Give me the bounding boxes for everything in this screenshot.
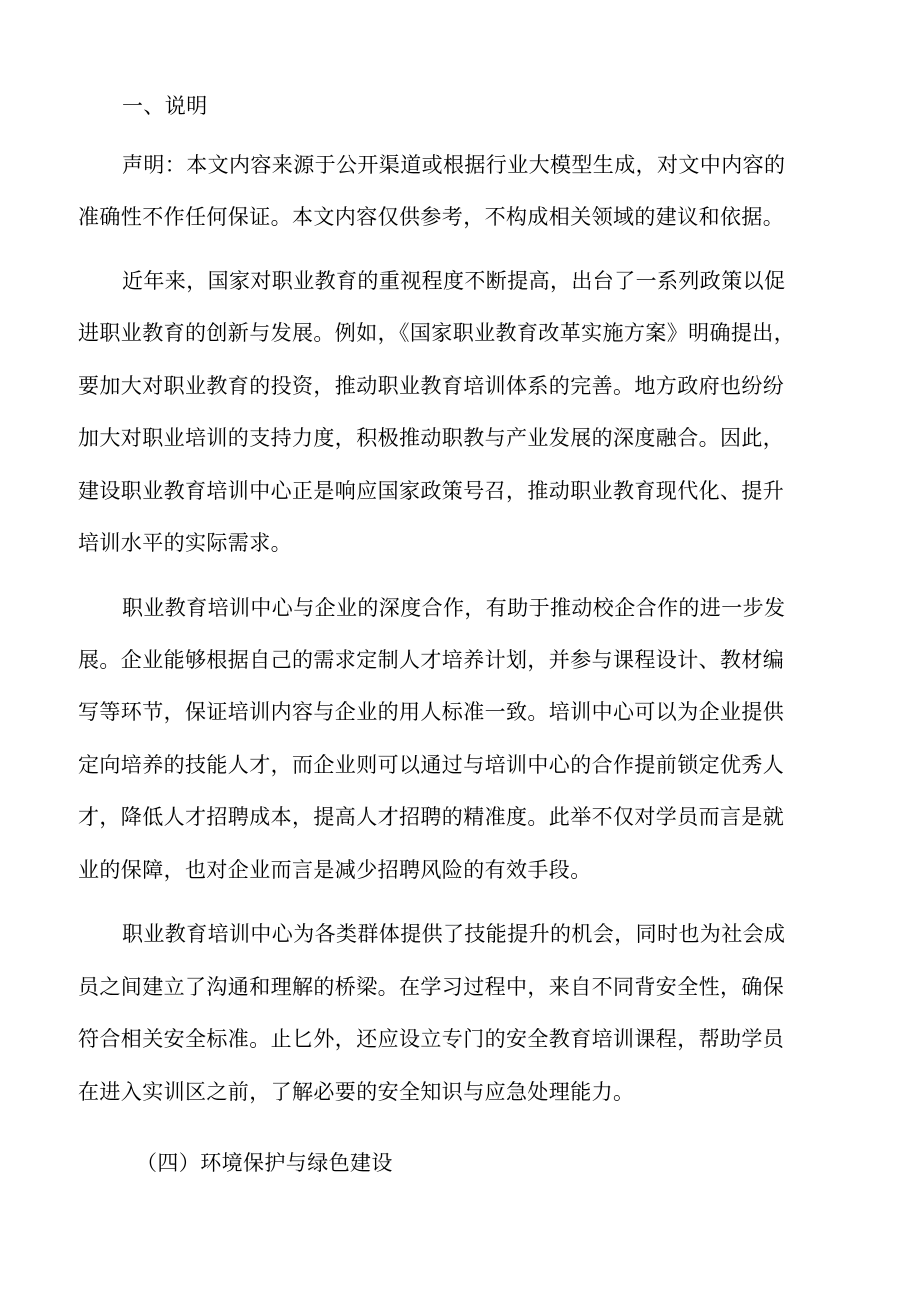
paragraph-line: 定向培养的技能人才，而企业则可以通过与培训中心的合作提前锁定优秀人 <box>78 753 785 777</box>
paragraph-line: 写等环节，保证培训内容与企业的用人标准一致。培训中心可以为企业提供 <box>78 700 785 724</box>
paragraph-line: 职业教育培训中心为各类群体提供了技能提升的机会，同时也为社会成 <box>122 922 786 946</box>
subheading: （四）环境保护与绿色建设 <box>136 1151 393 1175</box>
paragraph-line: 进职业教育的创新与发展。例如，《国家职业教育改革实施方案》明确提出， <box>78 321 796 345</box>
paragraph-line: 培训水平的实际需求。 <box>78 531 292 555</box>
paragraph-line: 加大对职业培训的支持力度，积极推动职教与产业发展的深度融合。因此， <box>78 426 785 450</box>
paragraph-line: 员之间建立了沟通和理解的桥梁。在学习过程中，来自不同背安全性，确保 <box>78 975 785 999</box>
paragraph-line: 声明：本文内容来源于公开渠道或根据行业大模型生成，对文中内容的 <box>122 153 786 177</box>
paragraph-line: 建设职业教育培训中心正是响应国家政策号召，推动职业教育现代化、提升 <box>78 479 785 503</box>
paragraph-line: 才，降低人才招聘成本，提高人才招聘的精准度。此举不仅对学员而言是就 <box>78 805 785 829</box>
paragraph-line: 职业教育培训中心与企业的深度合作，有助于推动校企合作的进一步发 <box>122 596 786 620</box>
paragraph-line: 符合相关安全标准。止匕外，还应设立专门的安全教育培训课程，帮助学员 <box>78 1027 785 1051</box>
paragraph-line: 近年来，国家对职业教育的重视程度不断提高，出台了一系列政策以促 <box>122 269 786 293</box>
paragraph-line: 准确性不作任何保证。本文内容仅供参考，不构成相关领域的建议和依据。 <box>78 205 785 229</box>
paragraph-line: 在进入实训区之前，了解必要的安全知识与应急处理能力。 <box>78 1080 635 1104</box>
section-heading: 一、说明 <box>122 94 208 118</box>
paragraph-line: 业的保障，也对企业而言是减少招聘风险的有效手段。 <box>78 858 592 882</box>
paragraph-line: 展。企业能够根据自己的需求定制人才培养计划，并参与课程设计、教材编 <box>78 648 785 672</box>
paragraph-line: 要加大对职业教育的投资，推动职业教育培训体系的完善。地方政府也纷纷 <box>78 374 785 398</box>
